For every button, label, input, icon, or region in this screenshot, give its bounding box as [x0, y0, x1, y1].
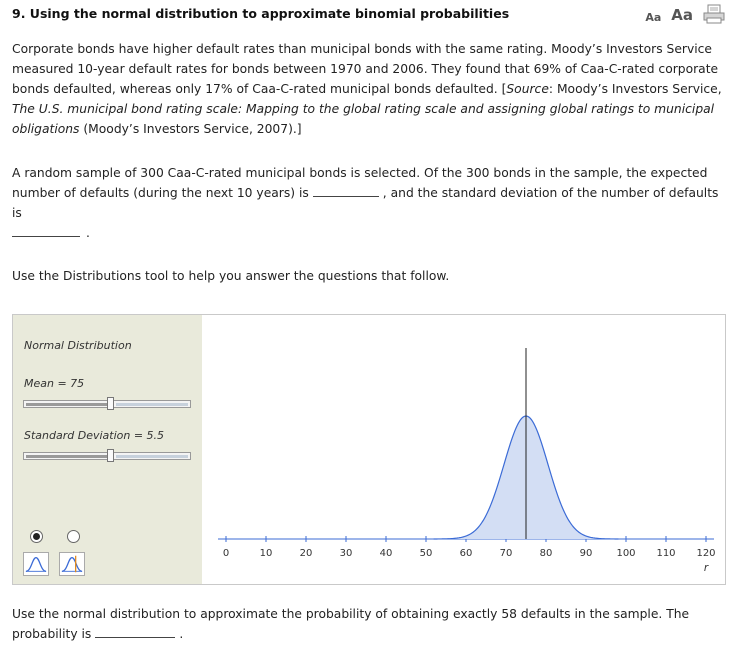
mode-radio-normal[interactable] — [30, 530, 43, 543]
print-icon[interactable] — [703, 4, 725, 24]
x-tick-label: 90 — [579, 548, 593, 559]
citation-title: The U.S. municipal bond rating scale: Mapping to the global rating scale and assigning global ratings to municipal obligations — [12, 102, 715, 136]
intro-paragraph — [12, 39, 724, 139]
mean-slider-thumb[interactable] — [107, 397, 114, 410]
mode-radio-shaded[interactable] — [67, 530, 80, 543]
std-dev-input[interactable] — [12, 223, 80, 237]
expected-defaults-input[interactable] — [313, 183, 379, 197]
question-2 — [12, 604, 724, 644]
x-tick-label: 10 — [259, 548, 273, 559]
x-tick-label: 30 — [339, 548, 353, 559]
instructions: Use the Distributions tool to help you answer the questions that follow. — [12, 269, 450, 283]
x-tick-label: 50 — [419, 548, 433, 559]
distribution-label: Normal Distribution — [24, 339, 132, 352]
question-2-text-a: Use the normal distribution to approximate the probability of obtaining exactly 58 defaults in the sample. The probability is — [12, 607, 690, 641]
x-tick-label: 110 — [656, 548, 676, 559]
probability-input[interactable] — [95, 624, 175, 638]
question-1-text-a: A random sample of 300 Caa-C-rated municipal bonds is selected. Of the 300 bonds in the sample, the expected number of defaults (during the next 10 years) is — [12, 166, 708, 200]
question-1-text-b: , and the standard deviation of the number of defaults is — [12, 186, 719, 220]
intro-text-c: (Moody’s Investors Service, 2007).] — [79, 122, 302, 136]
distribution-plot — [203, 315, 725, 584]
x-tick-label: 60 — [459, 548, 473, 559]
mean-label: Mean = 75 — [24, 377, 85, 390]
normal-curve-icon[interactable] — [23, 552, 49, 576]
question-1-text-c: . — [86, 226, 90, 240]
x-tick-label: 0 — [222, 548, 230, 559]
intro-text-a: Corporate bonds have higher default rates than municipal bonds with the same rating. Moody’s Investors Service measured 10-year default rates for bonds between 1970 and 2006. They found that 69% of Caa-C-rated corporate bonds defaulted, whereas only 17% of Caa-C-rated municipal bonds defaulted. [ — [12, 42, 719, 96]
page-title: 9. Using the normal distribution to approximate binomial probabilities — [12, 6, 510, 21]
x-tick-label: 70 — [499, 548, 513, 559]
x-tick-label: 40 — [379, 548, 393, 559]
sd-label: Standard Deviation = 5.5 — [24, 429, 165, 442]
distributions-tool — [12, 314, 726, 585]
sd-slider-thumb[interactable] — [107, 449, 114, 462]
x-axis-label: r — [703, 562, 709, 574]
font-controls — [645, 4, 725, 24]
x-tick-label: 120 — [696, 548, 716, 559]
font-smaller-button[interactable]: Aa — [645, 11, 662, 24]
mean-slider[interactable] — [23, 400, 191, 408]
shaded-curve-icon[interactable] — [59, 552, 85, 576]
x-tick-label: 20 — [299, 548, 313, 559]
intro-text-b: : Moody’s Investors Service, — [548, 82, 722, 96]
question-2-text-b: . — [179, 627, 184, 641]
source-label: Source — [506, 82, 549, 96]
sd-slider[interactable] — [23, 452, 191, 460]
x-tick-label: 100 — [616, 548, 636, 559]
control-panel — [13, 315, 202, 584]
x-tick-label: 80 — [539, 548, 553, 559]
font-larger-button[interactable]: Aa — [671, 6, 693, 24]
question-1 — [12, 163, 724, 243]
